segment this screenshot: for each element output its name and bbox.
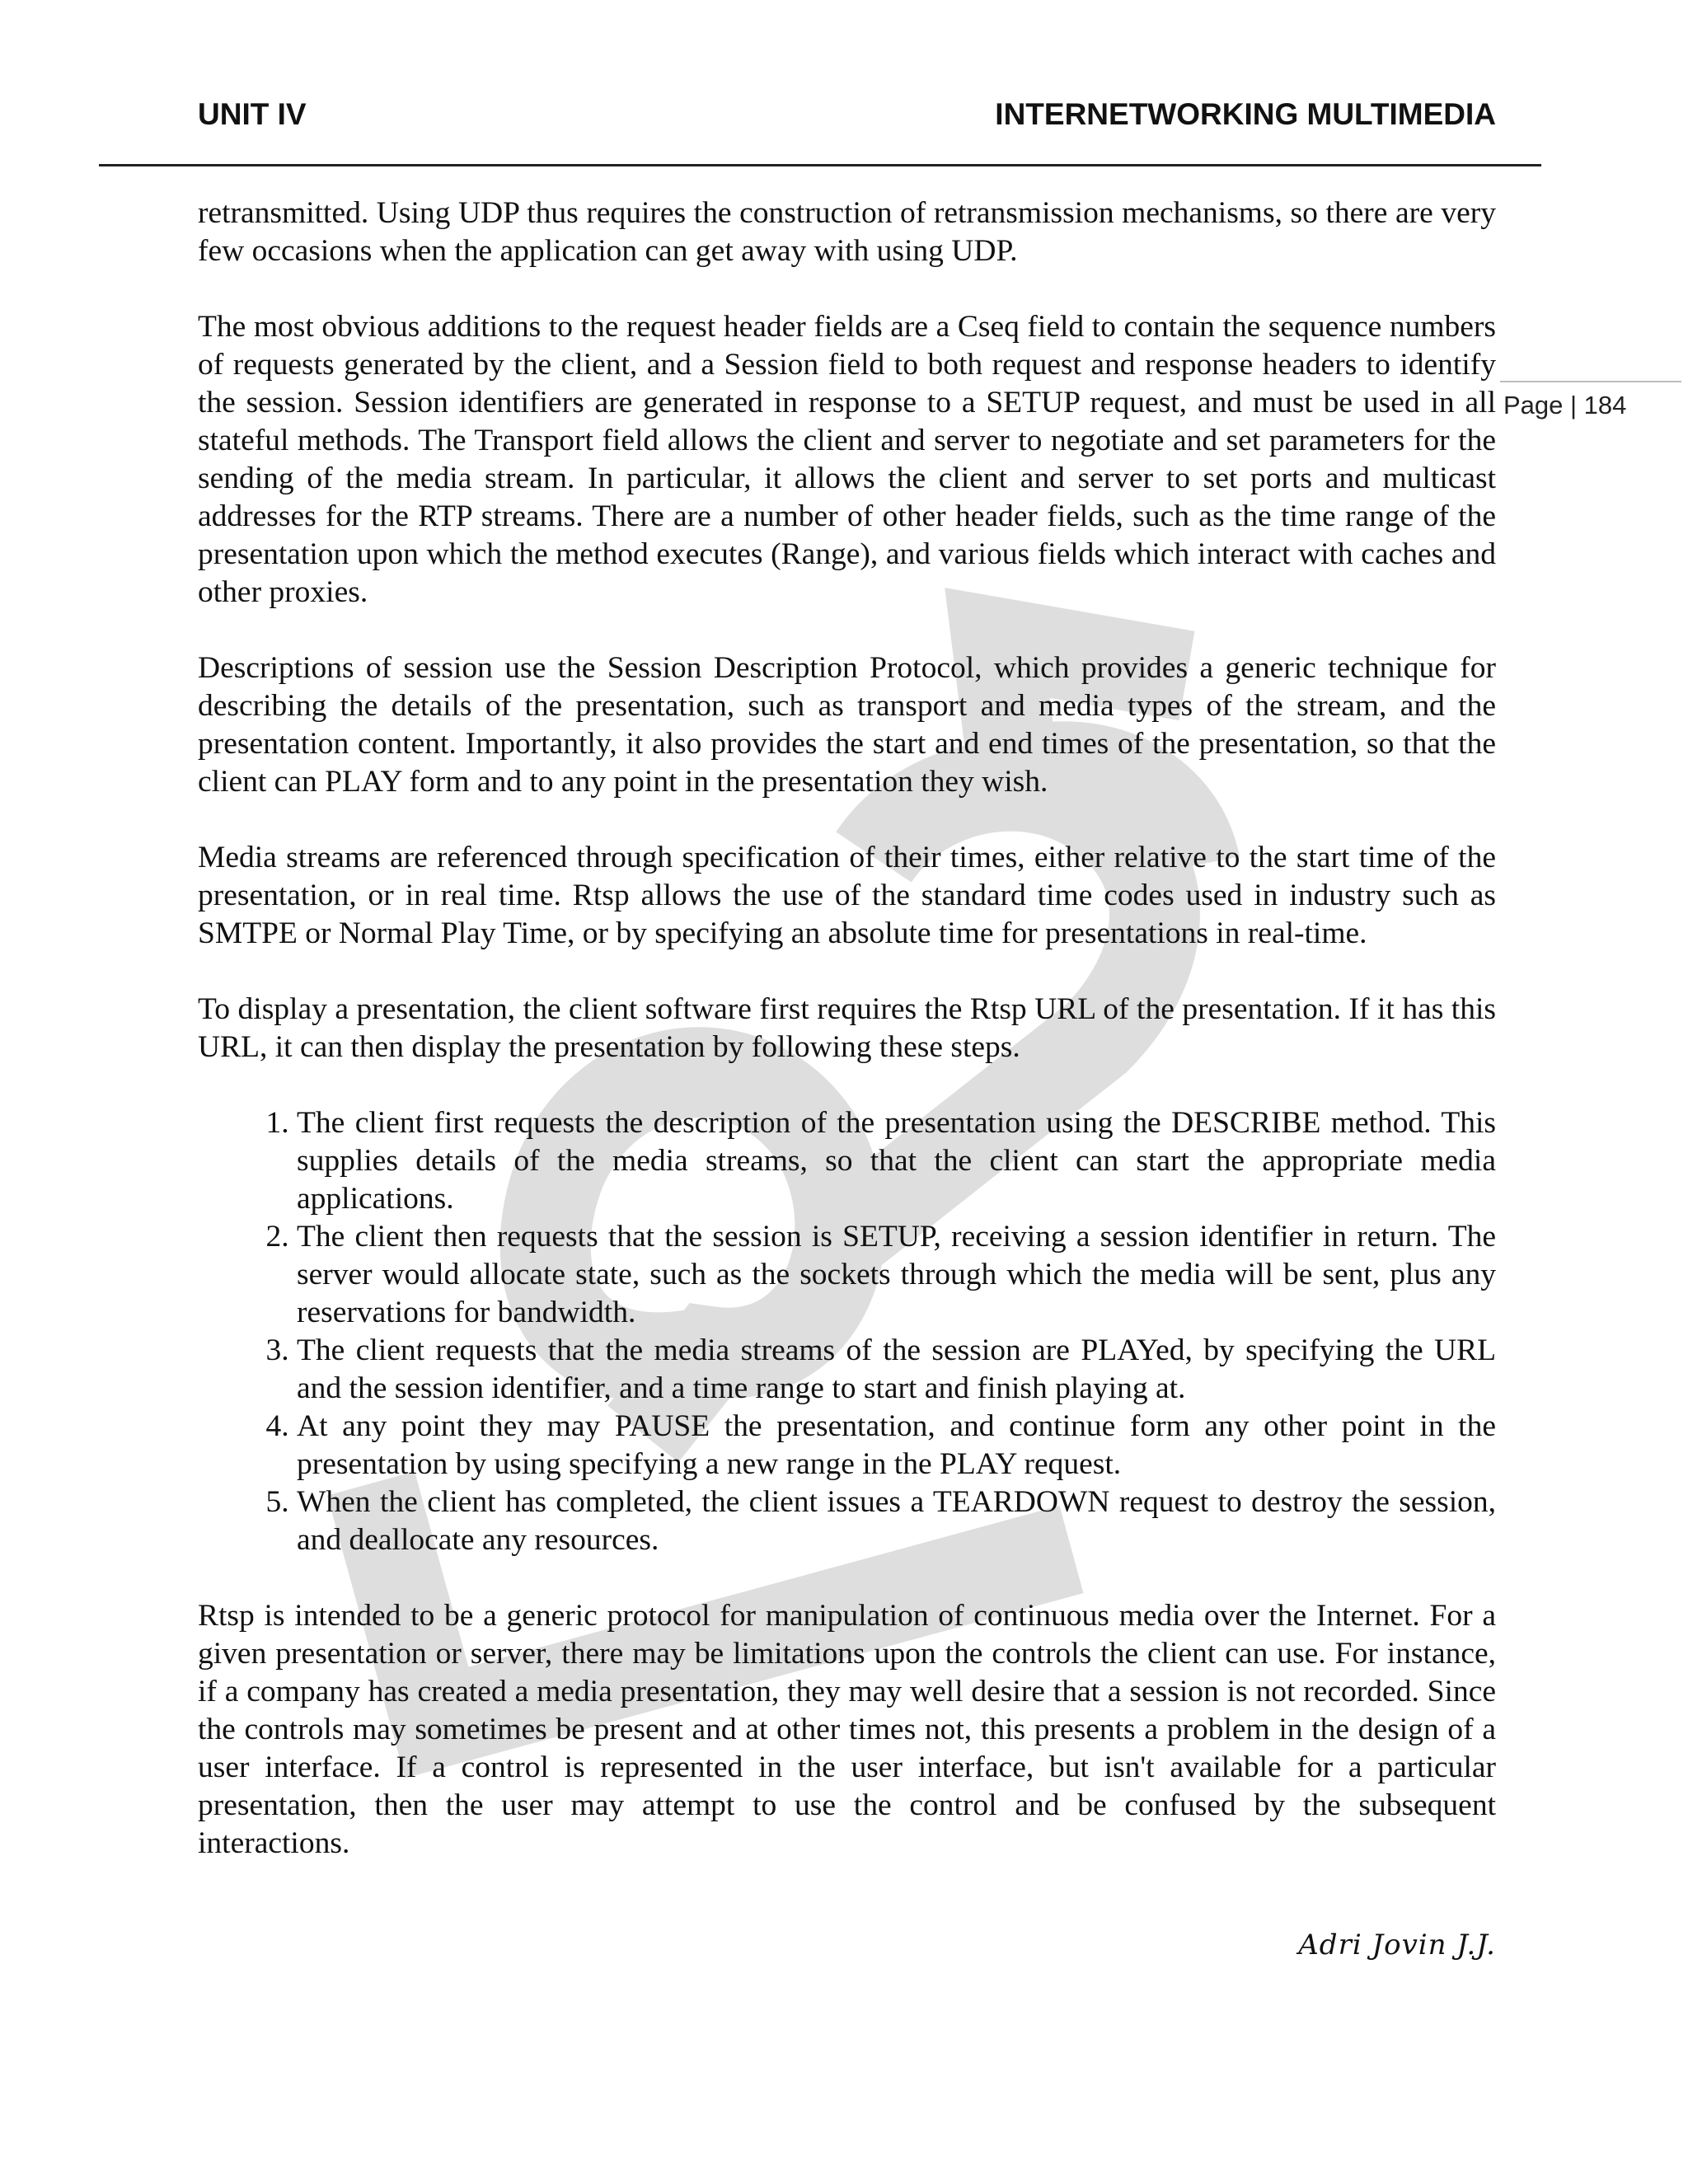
author-signature: Adri Jovin J.J.: [1298, 1929, 1496, 1961]
paragraph-header-fields: The most obvious additions to the request header fields are a Cseq field to contain the sequence numbers of requests generated by the client, and a Session field to both request and response headers to identify the session. Session identifiers are generated in response to a SETUP request, and must be used in all stateful methods. The Transport field allows the client and server to negotiate and set parameters for the sending of the media stream. In particular, it allows the client and server to set ports and multicast addresses for the RTP streams. There are a number of other header fields, such as the time range of the presentation upon which the method executes (Range), and various fields which interact with caches and other proxies.: [198, 310, 1496, 609]
list-item: 3. The client requests that the media streams of the session are PLAYed, by specifying the URL and the session identifier, and a time range to start and finish playing at.: [297, 1332, 1496, 1408]
paragraph-display-presentation: To display a presentation, the client software first requires the Rtsp URL of the presentation. If it has this URL, it can then display the presentation by following these steps.: [198, 992, 1496, 1064]
header-divider: [99, 164, 1541, 166]
page-number: Page | 184: [1503, 391, 1627, 419]
page-number-block: [1496, 381, 1688, 420]
paragraph-media-streams: Media streams are referenced through specification of their times, either relative to the start time of the presentation, or in real time. Rtsp allows the use of the standard time codes used in industry such as SMTPE or Normal Play Time, or by specifying an absolute time for presentations in real-time.: [198, 841, 1496, 950]
paragraph-rtsp-generic: Rtsp is intended to be a generic protocol for manipulation of continuous media over the Internet. For a given presentation or server, there may be limitations upon the controls the client can use. For instance, if a company has created a media presentation, they may well desire that a session is not recorded. Since the controls may sometimes be present and at other times not, this presents a problem in the design of a user interface. If a control is represented in the user interface, but isn't available for a particular presentation, then the user may attempt to use the control and be confused by the subsequent interactions.: [198, 1599, 1496, 1860]
header-unit: UNIT IV: [198, 97, 307, 131]
list-item: 1. The client first requests the description of the presentation using the DESCRIBE method. This supplies details of the media streams, so that the client can start the appropriate media applications.: [297, 1104, 1496, 1218]
paragraph-session-description: Descriptions of session use the Session Description Protocol, which provides a generic technique for describing the details of the presentation, such as transport and media types of the stream, and the presentation content. Importantly, it also provides the start and end times of the presentation, so that the client can PLAY form and to any point in the presentation they wish.: [198, 651, 1496, 799]
paragraph-udp: retransmitted. Using UDP thus requires the construction of retransmission mechanisms, so there are very few occasions when the application can get away with using UDP.: [198, 196, 1496, 268]
list-item: 4. At any point they may PAUSE the presentation, and continue form any other point in the presentation by using specifying a new range in the PLAY request.: [297, 1408, 1496, 1483]
page-number-divider: [1500, 381, 1681, 382]
list-item: 5. When the client has completed, the client issues a TEARDOWN request to destroy the session, and deallocate any resources.: [297, 1483, 1496, 1559]
steps-list: [198, 1104, 1496, 1559]
body-text: [198, 194, 1496, 1900]
running-header: [198, 97, 1496, 138]
list-item: 2. The client then requests that the session is SETUP, receiving a session identifier in return. The server would allocate state, such as the sockets through which the media will be sent, plus any reservations for bandwidth.: [297, 1218, 1496, 1332]
header-title: INTERNETWORKING MULTIMEDIA: [995, 97, 1496, 131]
